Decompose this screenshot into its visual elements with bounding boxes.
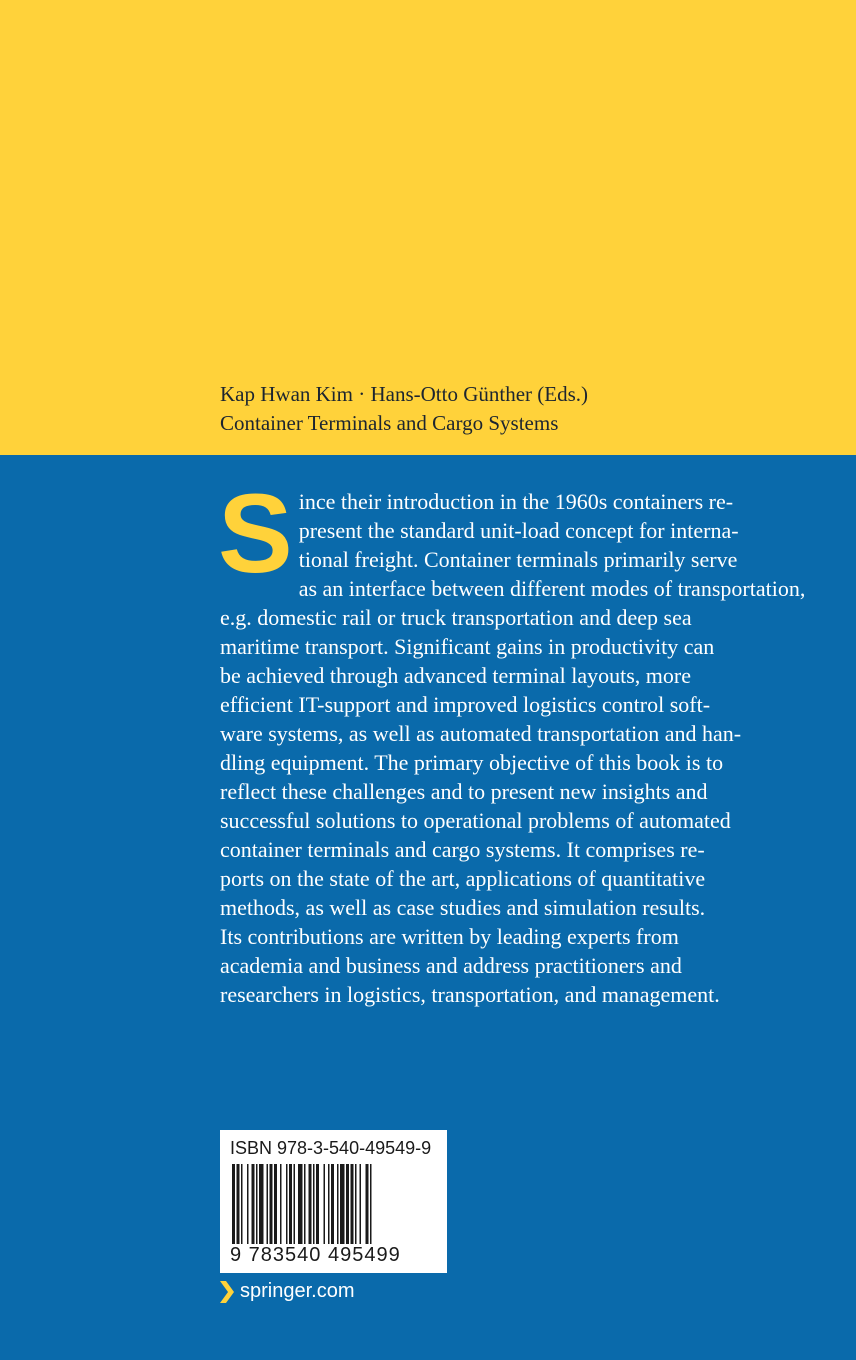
isbn-barcode <box>220 1130 447 1273</box>
chevron-right-icon <box>220 1281 234 1303</box>
description-line: Its contributions are written by leading experts from <box>220 924 679 949</box>
description-line: successful solutions to operational problems of automated <box>220 808 731 833</box>
barcode-bar <box>370 1164 372 1244</box>
cover-top-panel <box>0 0 856 455</box>
description-line: maritime transport. Significant gains in productivity can <box>220 634 715 659</box>
description-line: as an interface between different modes of transportation, <box>298 576 806 601</box>
barcode-bar <box>259 1164 264 1244</box>
barcode-bar <box>366 1164 369 1244</box>
book-title: Container Terminals and Cargo Systems <box>220 411 559 435</box>
isbn-text: ISBN 978-3-540-49549-9 <box>230 1138 432 1158</box>
barcode-bar <box>355 1164 357 1244</box>
description-line: e.g. domestic rail or truck transportation and deep sea <box>220 605 692 630</box>
publisher-site[interactable]: springer.com <box>240 1280 355 1302</box>
book-description <box>218 471 806 1009</box>
description-line: methods, as well as case studies and simulation results. <box>220 895 706 920</box>
barcode-bar <box>247 1164 249 1244</box>
barcode-bar <box>252 1164 255 1244</box>
publisher-link[interactable] <box>220 1280 355 1303</box>
barcode-bar <box>331 1164 334 1244</box>
description-line: container terminals and cargo systems. It comprises re- <box>220 837 705 862</box>
description-line: researchers in logistics, transportation, and management. <box>220 982 720 1007</box>
book-authors: Kap Hwan Kim · Hans-Otto Günther (Eds.) <box>220 382 589 406</box>
description-line: tional freight. Container terminals primarily serve <box>298 547 738 572</box>
barcode-bar <box>360 1164 362 1244</box>
barcode-bar <box>309 1164 312 1244</box>
barcode-bar <box>294 1164 296 1244</box>
barcode-bar <box>289 1164 292 1244</box>
barcode-bar <box>351 1164 354 1244</box>
barcode-bar <box>328 1164 330 1244</box>
barcode-bar <box>286 1164 288 1244</box>
barcode-bar <box>270 1164 273 1244</box>
barcode-bar <box>256 1164 258 1244</box>
barcode-bar <box>241 1164 243 1244</box>
barcode-bar <box>232 1164 235 1244</box>
barcode-bar <box>237 1164 240 1244</box>
barcode-bar <box>298 1164 303 1244</box>
description-line: academia and business and address practitioners and <box>220 953 682 978</box>
description-line: be achieved through advanced terminal layouts, more <box>220 663 691 688</box>
barcode-bar <box>324 1164 326 1244</box>
barcode-bar <box>313 1164 315 1244</box>
barcode-bars <box>232 1164 436 1244</box>
barcode-bar <box>316 1164 319 1244</box>
barcode-bar <box>340 1164 345 1244</box>
description-line: efficient IT-support and improved logistics control soft- <box>220 692 711 717</box>
barcode-digits: 9 783540 495499 <box>230 1244 401 1266</box>
description-line: ports on the state of the art, applications of quantitative <box>220 866 706 891</box>
description-line: reflect these challenges and to present new insights and <box>220 779 708 804</box>
description-line: ince their introduction in the 1960s containers re- <box>298 489 734 514</box>
barcode-bar <box>337 1164 339 1244</box>
description-line: present the standard unit-load concept for interna- <box>298 518 739 543</box>
barcode-bar <box>274 1164 277 1244</box>
barcode-bar <box>267 1164 269 1244</box>
barcode-bar <box>304 1164 306 1244</box>
drop-cap: S <box>218 471 293 596</box>
barcode-bar <box>346 1164 349 1244</box>
description-line: ware systems, as well as automated transportation and han- <box>220 721 742 746</box>
description-line: dling equipment. The primary objective of this book is to <box>220 750 724 775</box>
barcode-bar <box>280 1164 282 1244</box>
